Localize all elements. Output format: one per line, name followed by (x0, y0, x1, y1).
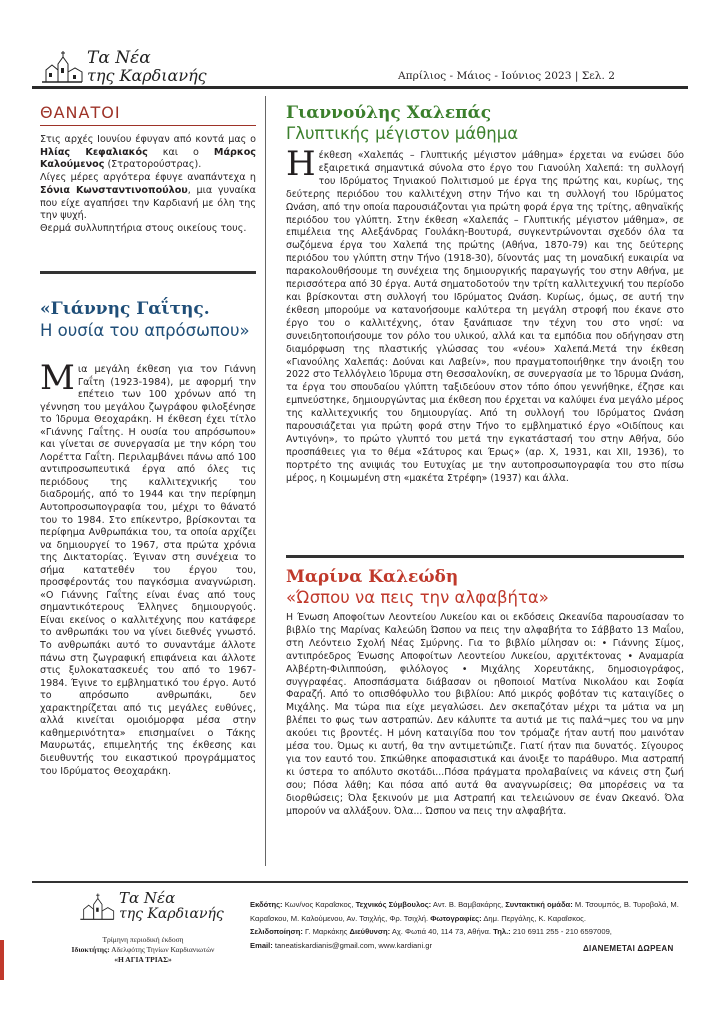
halepas-article (286, 144, 684, 486)
kaleodi-title: Μαρίνα Καλεώδη (286, 567, 459, 587)
deaths-heading-rule (40, 125, 256, 126)
issue-date-page: Απρίλιος - Μάιος - Ιούνιος 2023 | Σελ. 2 (398, 70, 615, 82)
village-church-icon (40, 48, 84, 84)
gaitis-article (40, 358, 256, 778)
owner-name: «Η ΑΓΙΑ ΤΡΙΑΣ» (114, 955, 172, 964)
footer-publication-info (48, 935, 238, 965)
halepas-dropcap: Η (286, 144, 316, 184)
footer-logo-line1: Τα Νέα (119, 889, 176, 907)
kaleodi-article: Η Ένωση Αποφοίτων Λεοντείου Λυκείου και οι εκδόσεις Ωκεανίδα παρουσίασαν το βιβλίο της Μαρίνας Καλεώδη Ώσπου να πεις την αλφαβήτα το Σάββατο 13 Μαΐου, στη Λεόντειο Σχολή Νέας Σμύρνης. Για το βιβλίο μίλησαν οι: • Γιάννης Σίμος, αντιπρόεδρος Ένωσης Αποφοίτων Λεοντείου Λυκείου, αρχιτέκτονας • Αναμαρία Αλβέρτη-Φιλιππούση, φιλόλογος • Μιχάλης Χορευτάκης, δημοσιογράφος, συγγραφέας. Αποσπάσματα διάβασαν οι ηθοποιοί Ματίνα Νικολάου και Σοφία Φαραζή. Από το οπισθόφυλλο του βιβλίου: Από μικρός φοβόταν τις καταιγίδες ο Μιχάλης. Μα τώρα πια είχε μεγαλώσει. Δεν σκεπαζόταν μέχρι τα μάτια να μη βλέπει το φως των αστραπών. Δεν κάλυπτε τα αυτιά με τις παλά¬μες του να μην ακούει τις βροντές. Η μόνη καταιγίδα που τον τρόμαζε ήταν αυτή που μαινόταν μέσα του. Όμως κι αυτή, θα την αντιμετώπιζε. Γιατί ήταν πια δυνατός. Σίγουρος για τον εαυτό του. Σπκώθηκε αποφασιστικά και άνοιξε το παράθυρο. Μια αστραπή κι ύστερα το απόλυτο σκοτάδι...Πόσα πράγματα προλαβαίνεις να κάνεις στη ζωή σου; Πόσα λάθη; Και πόσα από αυτά θα αναγνωρίσεις; Θα μπορέσεις να τα διορθώσεις; Όλα ξεκινούν με μια Αστραπή και τελειώνουν σε έναν Ωκεανό. Όλα μπορούν να αλλάξουν. Όλα... Ώσπου να πεις την αλφαβήτα. (286, 612, 684, 817)
footer-logo (78, 891, 224, 921)
logo-title-line2: της Καρδιανής (87, 66, 207, 85)
deceased-name-1: Ηλίας Κεφαλιακός (40, 146, 148, 158)
credits-line-1: Εκδότης: Κων/νος Καραΐσκος, Τεχνικός Σύμβουλος: Αντ. Β. Βαμβακάρης, Συντακτική ομάδα: Μ. Τσουμπός, Β. Τυροβολά, Μ. Καραΐσκου, Μ. Καλούμενου, Αν. Τσιχλής, Φρ. Τσιχλή. Φωτογραφίες: Δημ. Περγάλης, Κ. Καραΐσκος. (250, 900, 679, 923)
gaitis-body: ια μεγάλη έκθεση για τον Γιάννη Γαΐτη (1923-1984), με αφορμή την επέτειο των 100 χρόνων από τη γέννηση του μεγάλου ζωγράφου φιλοξένησε το Ίδρυμα Θεοχαράκη. Η έκθεση έχει τίτλο «Γιάννης Γαΐτης. Η ουσία του απρόσωπου» και γίνεται σε συνεργασία με την κόρη του Λορέττα Γαΐτη. Περιλαμβάνει πάνω από 100 αντιπροσωπευτικά έργα από όλες τις περιόδους της καλλιτεχνικής του διαδρομής, από το 1944 και την περίφημη Αυτοπροσωπογραφία του, μέχρι το θάνατό του το 1984. Στο επίκεντρο, βρίσκονται τα περίφημα Ανθρωπάκια του, τα οποία αρχίζει να δημιουργεί το 1967, στα πρώτα χρόνια της Δικτατορίας. Έγιναν στη συνέχεια το σήμα κατατεθέν του έργου του, προσφέροντάς του παγκόσμια αναγνώριση. «Ο Γιάννης Γαΐτης είναι ένας από τους σημαντικότερους Έλληνες δημιουργούς. Είναι εκείνος ο καλλιτέχνης που κατάφερε το ανθρωπάκι του να γίνει διεθνές γνωστό. Το ανθρωπάκι αυτό το συναντάμε άλλοτε πάνω στη ζωγραφική επιφάνεια και άλλοτε στις ξυλοκατασκευές του από το 1967-1984. Έγινε το εμβληματικό του έργο. Αυτό το απρόσωπο ανθρωπάκι, δεν χαρακτηρίζεται από τις μεγάλες ευθύνες, αλλά κινείται ομοιόμορφα μέσα στην καθημερινότητα» επισημαίνει ο Τάκης Μαυρωτάς, επιμελητής της έκθεσης και διευθυντής του εικαστικού προγράμματος του Ιδρύματος Θεοχαράκη. (40, 364, 256, 777)
deaths-paragraph-1: Στις αρχές Ιουνίου έφυγαν από κοντά μας ο Ηλίας Κεφαλιακός και ο Μάρκος Καλούμενος (Στρατορούστρας). (40, 134, 256, 171)
deceased-name-2: Μάρκος Καλούμενος (40, 146, 256, 171)
logo-title-line1: Τα Νέα (87, 48, 151, 68)
halepas-title: Γιαννούλης Χαλεπάς (286, 103, 492, 123)
contact-email-web: taneatiskardianis@gmail.com, www.kardiani.gr (272, 940, 433, 950)
gaitis-dropcap: Μ (40, 358, 75, 398)
column-divider (265, 96, 266, 866)
gaitis-title: «Γιάννης Γαΐτης. (40, 299, 210, 319)
halepas-body: έκθεση «Χαλεπάς – Γλυπτικής μέγιστον μάθημα» έρχεται να ενώσει δύο εξαιρετικά σημαντικά σύνολα στο έργο του Γιανούλη Χαλεπά: τη συλλογή του Ιδρύματος Τηνιακού Πολιτισμού με έργα της πρώτης και, κυρίως, της δεύτερης περιόδου του καλλιτέχνη στην Τήνο και τη συλλογή του Ιδρύματος Ωνάση, από την οποία παρουσιάζονται για πρώτη φορά έργα της τρίτης, αθηναϊκής περιόδου του γλύπτη. Στην έκθεση «Χαλεπάς – Γλυπτικής μέγιστον μάθημα», σε επιμέλεια της Αλεξάνδρας Γουλάκη-Βουτυρά, συγκεντρώνονται σχεδόν όλα τα σωζόμενα έργα του Χαλεπά της πρώτης (Αθήνα, 1870-79) και της δεύτερης περιόδου του γλύπτη στην Τήνο (1918-30), δίνοντάς μας τη μοναδική ευκαιρία να παρακολουθήσουμε τη συνέχεια της δημιουργικής παραγωγής του στην Αθήνα, με περισσότερα από 30 έργα. Αυτά σηματοδοτούν την τρίτη καλλιτεχνική του περίοδο και βρίσκονται στη συλλογή του Ιδρύματος Ωνάση. Κυρίως, όμως, σε αυτή την έκθεση μπορούμε να κατανοήσουμε καλύτερα τη μεγάλη στροφή που έκανε στο έργο του ο καλλιτέχνης, όταν ξανάπιασε την τέχνη του στο νησί: να συνειδητοποιήσουμε τον ρόλο του υλικού, αλλά και τα εμπόδια που οδήγησαν στη διαμόρφωση της πλαστικής γλώσσας του «νέου» Χαλεπά.Μετά την έκθεση «Γιανούλης Χαλεπάς: Δούναι και Λαβείν», που πραγματοποιήθηκε την άνοιξη του 2022 στο Τελλόγλειο Ίδρυμα στη Θεσσαλονίκη, σε συνεργασία με το Ίδρυμα Ωνάση, τα έργα του σπουδαίου γλύπτη ταξιδεύουν στον τόπο όπου γεννήθηκε, έζησε και εμπνεύστηκε, δημιουργώντας μια έκθεση που έρχεται να καλύψει ένα μεγάλο μέρος της καλλιτεχνικής του δημιουργίας. Από τη συλλογή του Ιδρύματος Ωνάση παρουσιάζεται για πρώτη φορά στην Τήνο το εμβληματικό έργο «Οιδίπους και Αντιγόνη», το πρώτο γλυπτό του μετά την εγκατάστασή του στην Αθήνα, δύο προσπάθειες για το θέμα «Σάτυρος και Έρως» (αρ. Χ, 1931, και ΧΙΙ, 1936), το πορτρέτο της ανιψιάς του Ευτυχίας με την αυτοπροσωπογραφία του στο πίσω μέρος, η Κοιμωμένη στη «μακέτα Στρέφη» (1937) και άλλα. (286, 150, 684, 484)
masthead-logo (40, 48, 207, 84)
free-distribution-note: ΔΙΑΝΕΜΕΤΑΙ ΔΩΡΕΑΝ (583, 944, 674, 953)
section-separator-right (286, 555, 684, 558)
credits-line-3: Email: taneatiskardianis@gmail.com, www.kardiani.gr (250, 940, 433, 950)
kaleodi-subtitle: «Ώσπου να πεις την αλφαβήτα» (286, 588, 549, 607)
halepas-subtitle: Γλυπτικής μέγιστον μάθημα (286, 124, 519, 143)
owner-line: Ιδιοκτήτης: Αδελφότης Τηνίων Καρδιανιωτών (71, 945, 215, 954)
deaths-text (40, 134, 256, 236)
section-separator (40, 271, 256, 274)
gaitis-subtitle: Η ουσία του απρόσωπου» (40, 321, 250, 340)
deaths-paragraph-2: Λίγες μέρες αργότερα έφυγε αναπάντεχα η Σόνια Κωνσταντινοπούλου, μια γυναίκα που είχε αγαπήσει την Καρδιανή με όλη της την ψυχή. (40, 172, 256, 222)
margin-accent-bar (0, 940, 4, 980)
deceased-name-3: Σόνια Κωνσταντινοπούλου (40, 184, 188, 196)
village-church-icon (78, 891, 116, 921)
deaths-heading: ΘΑΝΑΤΟΙ (40, 103, 121, 122)
publication-frequency: Τρίμηνη περιοδική έκδοση (102, 935, 184, 944)
footer-logo-line2: της Καρδιανής (119, 906, 224, 922)
deaths-paragraph-3: Θερμά συλλυπητήρια στους οικείους τους. (40, 222, 247, 234)
header-rule (32, 86, 688, 89)
credits-line-2: Σελιδοποίηση: Γ. Μαρκάκης Διεύθυνση: Αχ. Φωτιά 40, 114 73, Αθήνα. Τηλ.: 210 6911 255 - 210 6597009, (250, 927, 612, 937)
footer-rule (32, 881, 688, 883)
